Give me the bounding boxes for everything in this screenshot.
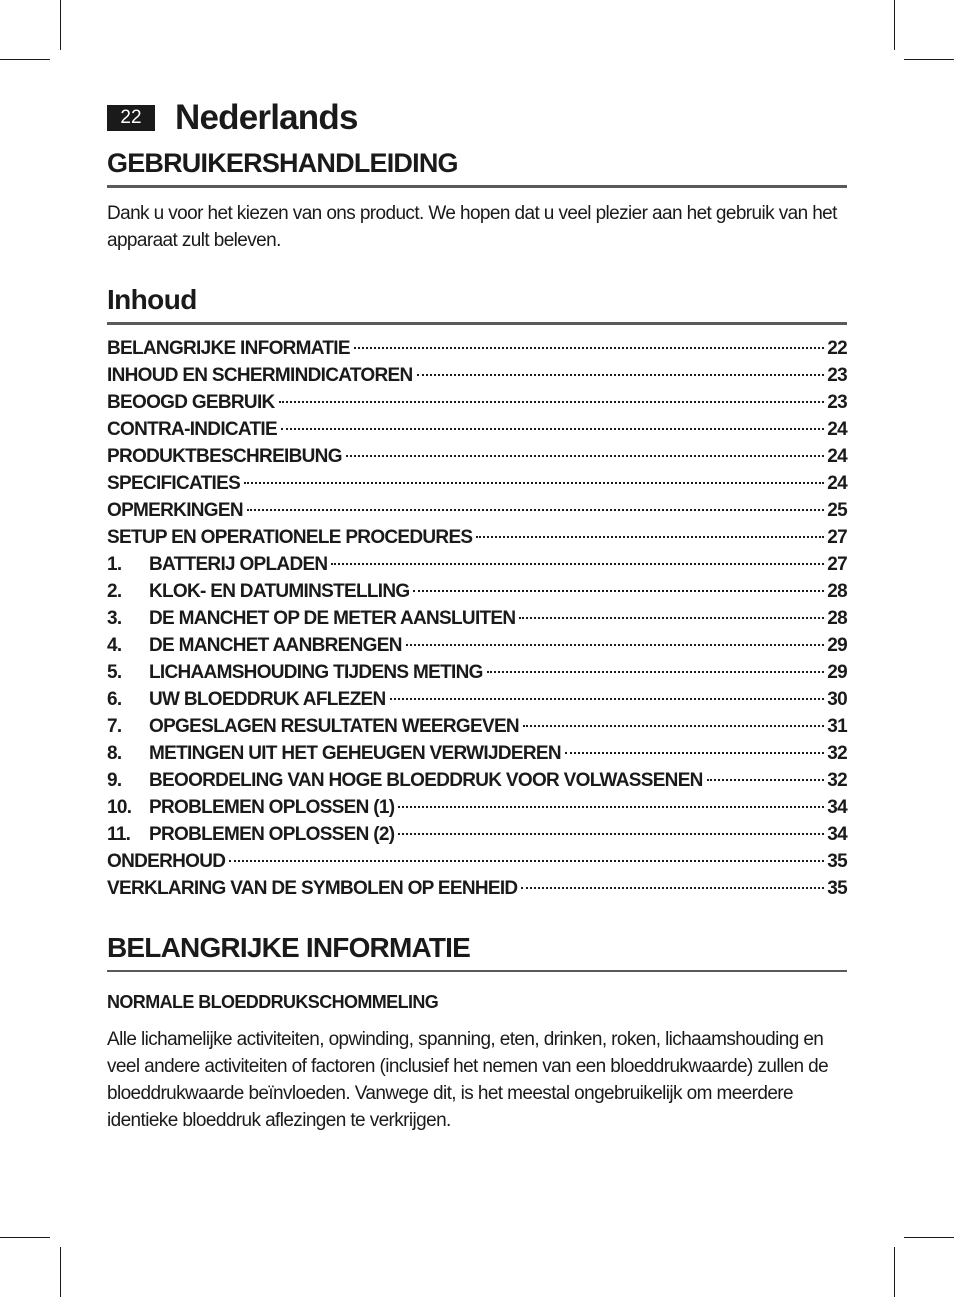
toc-dot-leader xyxy=(398,833,824,835)
crop-mark xyxy=(904,1237,954,1238)
toc-entry-page: 24 xyxy=(827,473,847,494)
toc-entry-title: BATTERIJ OPLADEN xyxy=(149,554,328,575)
toc-dot-leader xyxy=(229,860,824,862)
toc-entry[interactable] xyxy=(107,767,847,794)
toc-entry[interactable] xyxy=(107,713,847,740)
toc-entry-number: 4. xyxy=(107,635,122,656)
toc-entry[interactable] xyxy=(107,821,847,848)
crop-mark xyxy=(60,0,61,50)
toc-entry-page: 25 xyxy=(827,500,847,521)
toc-entry[interactable] xyxy=(107,659,847,686)
toc-dot-leader xyxy=(707,779,825,781)
toc-entry-page: 35 xyxy=(827,851,847,872)
toc-dot-leader xyxy=(390,698,825,700)
toc-entry-title: DE MANCHET OP DE METER AANSLUITEN xyxy=(149,608,516,629)
toc-entry-page: 32 xyxy=(827,770,847,791)
toc-entry-page: 32 xyxy=(827,743,847,764)
page-header xyxy=(107,98,847,138)
toc-entry-title: LICHAAMSHOUDING TIJDENS METING xyxy=(149,662,483,683)
toc-entry-title: SETUP EN OPERATIONELE PROCEDURES xyxy=(107,527,473,548)
toc-dot-leader xyxy=(487,671,825,673)
toc-entry[interactable] xyxy=(107,524,847,551)
crop-mark xyxy=(904,59,954,60)
toc-entry-title: PROBLEMEN OPLOSSEN (1) xyxy=(149,797,395,818)
section-subheading: NORMALE BLOEDDRUKSCHOMMELING xyxy=(107,992,439,1012)
section-heading: BELANGRIJKE INFORMATIE xyxy=(107,932,847,972)
toc-entry-title: OPMERKINGEN xyxy=(107,500,243,521)
toc-entry-page: 24 xyxy=(827,446,847,467)
toc-entry[interactable] xyxy=(107,335,847,362)
manual-page xyxy=(107,98,847,1134)
toc-dot-leader xyxy=(519,617,824,619)
toc-entry-number: 3. xyxy=(107,608,122,629)
toc-entry-page: 23 xyxy=(827,365,847,386)
crop-mark xyxy=(0,1237,50,1238)
toc-dot-leader xyxy=(331,563,824,565)
toc-entry-page: 24 xyxy=(827,419,847,440)
toc-entry[interactable] xyxy=(107,497,847,524)
toc-dot-leader xyxy=(346,455,824,457)
crop-mark xyxy=(894,1247,895,1297)
toc-dot-leader xyxy=(521,887,824,889)
toc-entry-page: 23 xyxy=(827,392,847,413)
toc-entry-page: 30 xyxy=(827,689,847,710)
toc-entry-page: 28 xyxy=(827,581,847,602)
toc-entry[interactable] xyxy=(107,443,847,470)
toc-dot-leader xyxy=(281,428,824,430)
table-of-contents xyxy=(107,335,847,902)
crop-mark xyxy=(894,0,895,50)
toc-entry-title: METINGEN UIT HET GEHEUGEN VERWIJDEREN xyxy=(149,743,561,764)
toc-entry-number: 6. xyxy=(107,689,122,710)
toc-entry-title: PRODUKTBESCHREIBUNG xyxy=(107,446,342,467)
toc-entry-title: SPECIFICATIES xyxy=(107,473,241,494)
toc-entry-number: 11. xyxy=(107,824,131,845)
toc-entry-title: BEOOGD GEBRUIK xyxy=(107,392,275,413)
language-title: Nederlands xyxy=(175,98,358,137)
toc-entry-title: PROBLEMEN OPLOSSEN (2) xyxy=(149,824,395,845)
intro-paragraph: Dank u voor het kiezen van ons product. We hopen dat u veel plezier aan het gebruik van het apparaat zult beleven. xyxy=(107,203,837,251)
toc-entry-page: 28 xyxy=(827,608,847,629)
toc-entry-number: 1. xyxy=(107,554,122,575)
toc-entry-page: 34 xyxy=(827,797,847,818)
toc-entry-page: 29 xyxy=(827,635,847,656)
toc-entry-page: 29 xyxy=(827,662,847,683)
toc-entry[interactable] xyxy=(107,389,847,416)
toc-entry-page: 34 xyxy=(827,824,847,845)
toc-entry-number: 7. xyxy=(107,716,122,737)
toc-entry-number: 9. xyxy=(107,770,122,791)
toc-entry-title: UW BLOEDDRUK AFLEZEN xyxy=(149,689,386,710)
toc-entry-title: VERKLARING VAN DE SYMBOLEN OP EENHEID xyxy=(107,878,518,899)
toc-dot-leader xyxy=(244,482,824,484)
toc-entry[interactable] xyxy=(107,416,847,443)
contents-heading: Inhoud xyxy=(107,284,847,325)
toc-entry[interactable] xyxy=(107,686,847,713)
toc-dot-leader xyxy=(565,752,824,754)
toc-dot-leader xyxy=(406,644,825,646)
toc-entry-number: 5. xyxy=(107,662,122,683)
toc-dot-leader xyxy=(247,509,824,511)
toc-entry-title: OPGESLAGEN RESULTATEN WEERGEVEN xyxy=(149,716,519,737)
toc-entry-title: CONTRA-INDICATIE xyxy=(107,419,277,440)
toc-entry-title: BELANGRIJKE INFORMATIE xyxy=(107,338,350,359)
toc-dot-leader xyxy=(354,347,824,349)
section-body: Alle lichamelijke activiteiten, opwinding, spanning, eten, drinken, roken, lichaamshouding en veel andere activiteiten of factoren (inclusief het nemen van een bloeddrukwaarde) zullen de bloeddrukwaarde beïnvloeden. Vanwege dit, is het meestal ongebruikelijk om meerdere identieke bloeddruk aflezingen te verkrijgen. xyxy=(107,1029,829,1131)
toc-dot-leader xyxy=(417,374,825,376)
toc-entry-title: INHOUD EN SCHERMINDICATOREN xyxy=(107,365,413,386)
toc-entry[interactable] xyxy=(107,605,847,632)
toc-entry-page: 27 xyxy=(827,554,847,575)
toc-entry-number: 2. xyxy=(107,581,122,602)
toc-dot-leader xyxy=(398,806,824,808)
toc-entry-page: 27 xyxy=(827,527,847,548)
page-number-badge: 22 xyxy=(107,105,155,131)
toc-entry[interactable] xyxy=(107,632,847,659)
toc-entry-number: 10. xyxy=(107,797,132,818)
toc-entry[interactable] xyxy=(107,362,847,389)
toc-entry-title: BEOORDELING VAN HOGE BLOEDDRUK VOOR VOLWASSENEN xyxy=(149,770,703,791)
toc-entry[interactable] xyxy=(107,740,847,767)
toc-entry-title: ONDERHOUD xyxy=(107,851,226,872)
crop-mark xyxy=(0,59,50,60)
toc-entry-page: 22 xyxy=(827,338,847,359)
toc-entry[interactable] xyxy=(107,848,847,875)
toc-entry-page: 35 xyxy=(827,878,847,899)
toc-dot-leader xyxy=(476,536,824,538)
toc-dot-leader xyxy=(279,401,825,403)
toc-entry-title: DE MANCHET AANBRENGEN xyxy=(149,635,402,656)
toc-entry[interactable] xyxy=(107,551,847,578)
toc-dot-leader xyxy=(523,725,824,727)
toc-entry-number: 8. xyxy=(107,743,122,764)
toc-entry-title: KLOK- EN DATUMINSTELLING xyxy=(149,581,410,602)
toc-entry[interactable] xyxy=(107,794,847,821)
crop-mark xyxy=(60,1247,61,1297)
manual-title: GEBRUIKERSHANDLEIDING xyxy=(107,148,847,188)
toc-dot-leader xyxy=(413,590,824,592)
toc-entry[interactable] xyxy=(107,875,847,902)
toc-entry[interactable] xyxy=(107,578,847,605)
toc-entry-page: 31 xyxy=(827,716,847,737)
toc-entry[interactable] xyxy=(107,470,847,497)
